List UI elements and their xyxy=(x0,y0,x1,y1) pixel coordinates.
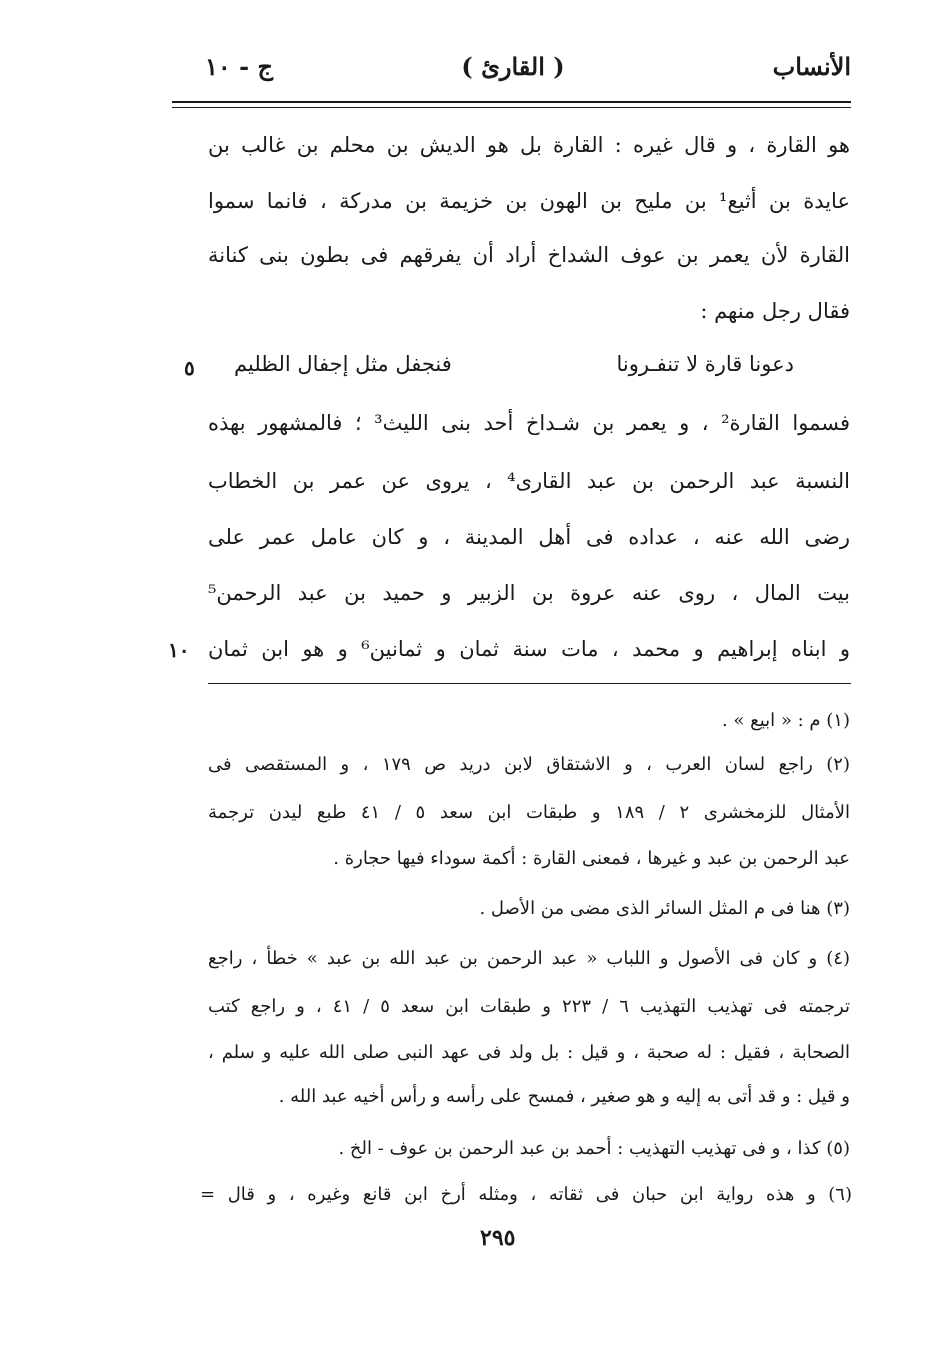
header-rule-thin xyxy=(172,107,851,108)
header-volume: ج - ١٠ xyxy=(205,52,273,81)
footnote-4-line-1: (٤) و كان فى الأصول و اللباب « عبد الرحمن بن عبد الله بن عبد » خطأ ، راجع xyxy=(208,948,850,969)
footnote-2-line-1: (٢) راجع لسان العرب ، و الاشتقاق لابن دريد ص ١٧٩ ، و المستقصى فى xyxy=(208,754,850,775)
header-section-title: ( القارئ ) xyxy=(461,52,565,81)
header-book-title: الأنساب xyxy=(772,52,851,81)
page-number: ٢٩٥ xyxy=(480,1225,516,1251)
footnote-4-line-2: ترجمته فى تهذيب التهذيب ٦ / ٢٢٣ و طبقات ابن سعد ٥ / ٤١ ، و راجع كتب xyxy=(208,996,851,1017)
line-number-10: ١٠ xyxy=(168,638,190,662)
running-header xyxy=(175,52,851,92)
body-line-7: رضى الله عنه ، عداده فى أهل المدينة ، و كان عامل عمر على xyxy=(208,525,850,549)
body-line-2: عايدة بن أثيع¹ بن مليح بن الهون بن خزيمة بن مدركة ، فانما سموا xyxy=(208,189,850,213)
footnote-4-line-4: و قيل : و قد أتى به إليه و هو صغير ، فمسح على رأسه و رأس أخيه عبد الله . xyxy=(278,1086,850,1107)
footnote-1: (١) م : « ابيع » . xyxy=(721,710,850,731)
footnote-5: (٥) كذا ، و فى تهذيب التهذيب : أحمد بن عبد الرحمن بن عوف - الخ . xyxy=(338,1138,850,1159)
footnote-4-line-3: الصحابة ، فقيل : له صحبة ، و قيل : بل ولد فى عهد النبى صلى الله عليه و سلم ، xyxy=(208,1042,850,1063)
footnote-3: (٣) هنا فى م المثل السائر الذى مضى من الأصل . xyxy=(479,898,850,919)
body-line-1: هو القارة ، و قال غيره : القارة بل هو الديش بن محلم بن غالب بن xyxy=(208,133,850,157)
footnote-separator xyxy=(208,683,851,684)
footnote-2-line-3: عبد الرحمن بن عبد و غيرها ، فمعنى القارة : أكمة سوداء فيها حجارة . xyxy=(333,848,850,869)
body-line-3: القارة لأن يعمر بن عوف الشداخ أراد أن يفرقهم فى بطون بنى كنانة xyxy=(208,243,850,267)
line-number-5: ٥ xyxy=(184,356,195,380)
body-line-6: النسبة عبد الرحمن بن عبد القارى⁴ ، يروى عن عمر بن الخطاب xyxy=(208,469,850,493)
footnote-6: (٦) و هذه رواية ابن حبان فى ثقاته ، ومثله أرخ ابن قانع وغيره ، و قال = xyxy=(200,1184,852,1205)
body-line-5: فسموا القارة² ، و يعمر بن شـداخ أحد بنى الليث³ ؛ فالمشهور بهذه xyxy=(208,411,851,435)
footnote-2-line-2: الأمثال للزمخشرى ٢ / ١٨٩ و طبقات ابن سعد ٥ / ٤١ طبع ليدن ترجمة xyxy=(208,802,850,823)
body-line-9: و ابناه إبراهيم و محمد ، مات سنة ثمان و ثمانين⁶ و هو ابن ثمان xyxy=(208,637,850,661)
body-line-4: فقال رجل منهم : xyxy=(700,299,850,323)
verse-hemistich-2: فنجفل مثل إجفال الظليم xyxy=(234,352,452,376)
verse-hemistich-1: دعونا قارة لا تنفـرونا xyxy=(616,352,794,376)
header-rule-thick xyxy=(172,101,851,103)
body-line-8: بيت المال ، روى عنه عروة بن الزبير و حميد بن عبد الرحمن⁵ xyxy=(208,581,850,605)
